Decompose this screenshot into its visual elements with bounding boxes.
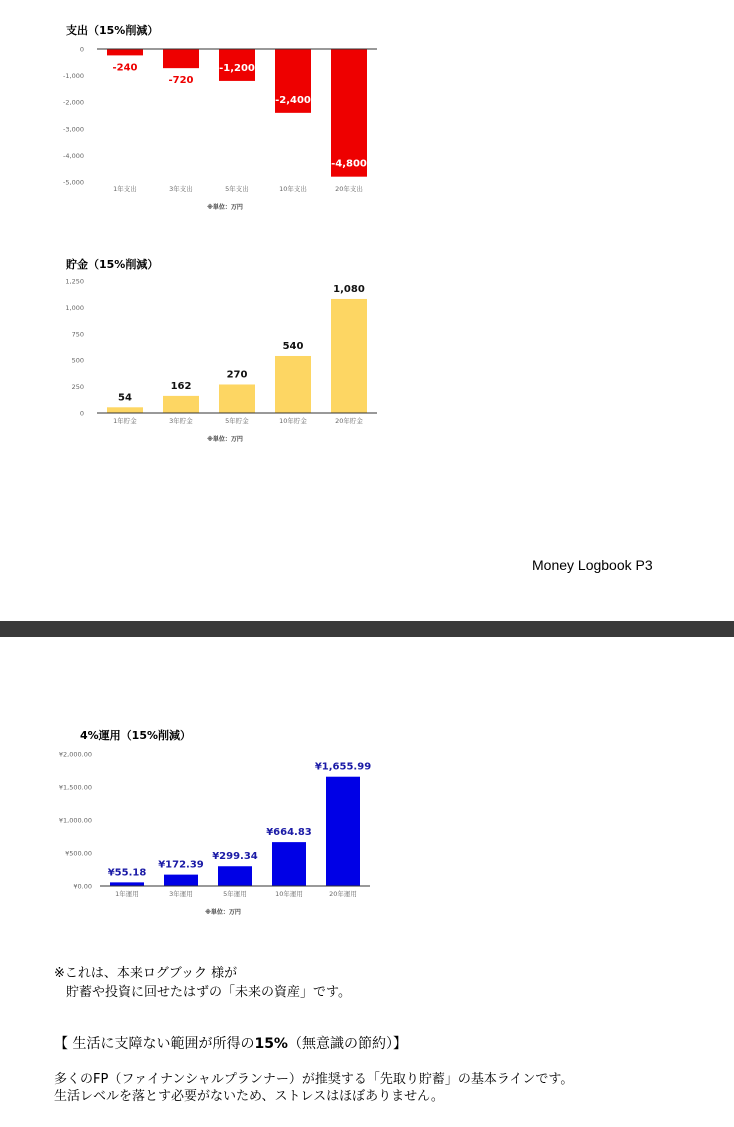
x-tick-label: 1年貯金 <box>113 417 137 425</box>
bar <box>218 866 252 886</box>
chart-title: 支出（15%削減） <box>66 24 159 37</box>
y-tick-label: -5,000 <box>63 178 84 187</box>
bar <box>326 777 360 886</box>
bar <box>331 49 367 177</box>
data-label: 270 <box>226 369 248 381</box>
bar <box>107 407 143 413</box>
note-line-1: ※これは、本来ログブック 様が <box>54 966 238 981</box>
x-tick-label: 5年支出 <box>225 185 249 193</box>
x-tick-label: 5年貯金 <box>225 417 249 425</box>
data-label: -1,200 <box>219 62 255 74</box>
page-footer: Money Logbook P3 <box>532 557 653 573</box>
bar <box>219 384 255 413</box>
y-tick-label: 0 <box>79 409 84 418</box>
body-line-2: 生活レベルを落とす必要がないため、ストレスはほぼありません。 <box>54 1089 444 1104</box>
y-tick-label: 750 <box>71 330 84 339</box>
x-tick-label: 1年支出 <box>113 185 137 193</box>
bar <box>275 356 311 413</box>
chart-title: 4%運用（15%削減） <box>80 729 192 742</box>
x-tick-label: 3年支出 <box>169 185 193 193</box>
y-tick-label: ¥1,500.00 <box>58 783 92 792</box>
note-line-2: 貯蓄や投資に回せたはずの「未来の資産」です。 <box>66 985 351 1000</box>
investment-chart <box>0 720 734 930</box>
x-tick-label: 10年支出 <box>279 185 307 193</box>
body-line-1: 多くのFP（ファイナンシャルプランナー）が推奨する「先取り貯蓄」の基本ラインです。 <box>54 1072 574 1087</box>
data-label: ¥664.83 <box>266 827 312 839</box>
y-tick-label: -1,000 <box>63 72 84 81</box>
data-label: 162 <box>170 380 192 392</box>
unit-note: ※単位：万円 <box>207 436 243 443</box>
unit-note: ※単位：万円 <box>207 204 243 211</box>
chart-title: 貯金（15%削減） <box>66 258 159 271</box>
data-label: 540 <box>282 340 304 352</box>
data-label: ¥55.18 <box>107 867 147 879</box>
expense-chart <box>0 0 734 230</box>
data-label: -240 <box>112 62 138 74</box>
bar <box>107 49 143 55</box>
bar <box>163 49 199 68</box>
y-tick-label: 0 <box>79 45 84 54</box>
bar <box>164 875 198 886</box>
data-label: ¥172.39 <box>158 859 204 871</box>
y-tick-label: 1,000 <box>65 303 84 312</box>
y-tick-label: 500 <box>71 356 84 365</box>
y-tick-label: -2,000 <box>63 98 84 107</box>
y-tick-label: ¥1,000.00 <box>58 816 92 825</box>
heading-bracket-open: 【 <box>54 1036 73 1052</box>
data-label: ¥1,655.99 <box>314 761 372 773</box>
data-label: -2,400 <box>275 94 311 106</box>
section-heading <box>54 1033 407 1053</box>
x-tick-label: 20年貯金 <box>335 417 363 425</box>
x-tick-label: 5年運用 <box>223 890 247 898</box>
data-label: 54 <box>118 392 132 404</box>
y-tick-label: ¥0.00 <box>73 882 92 891</box>
bar <box>110 882 144 886</box>
x-tick-label: 20年運用 <box>329 890 357 898</box>
data-label: ¥299.34 <box>212 851 258 863</box>
y-tick-label: -3,000 <box>63 125 84 134</box>
bar <box>163 396 199 413</box>
x-tick-label: 1年運用 <box>115 890 139 898</box>
x-tick-label: 10年貯金 <box>279 417 307 425</box>
x-tick-label: 3年運用 <box>169 890 193 898</box>
heading-suffix: （無意識の節約）】 <box>287 1036 407 1052</box>
heading-percent: 15% <box>254 1036 288 1052</box>
savings-chart <box>0 250 734 460</box>
y-tick-label: -4,000 <box>63 151 84 160</box>
x-tick-label: 20年支出 <box>335 185 363 193</box>
y-tick-label: 1,250 <box>65 277 84 286</box>
unit-note: ※単位：万円 <box>205 909 241 916</box>
y-tick-label: ¥500.00 <box>65 849 92 858</box>
bar <box>331 299 367 413</box>
heading-prefix: 生活に支障ない範囲が所得の <box>72 1036 255 1052</box>
x-tick-label: 3年貯金 <box>169 417 193 425</box>
x-tick-label: 10年運用 <box>275 890 303 898</box>
data-label: -4,800 <box>331 158 367 170</box>
bar <box>272 842 306 886</box>
y-tick-label: ¥2,000.00 <box>58 750 92 759</box>
data-label: 1,080 <box>333 283 365 295</box>
page-divider <box>0 621 734 637</box>
data-label: -720 <box>168 75 194 87</box>
y-tick-label: 250 <box>71 383 84 392</box>
